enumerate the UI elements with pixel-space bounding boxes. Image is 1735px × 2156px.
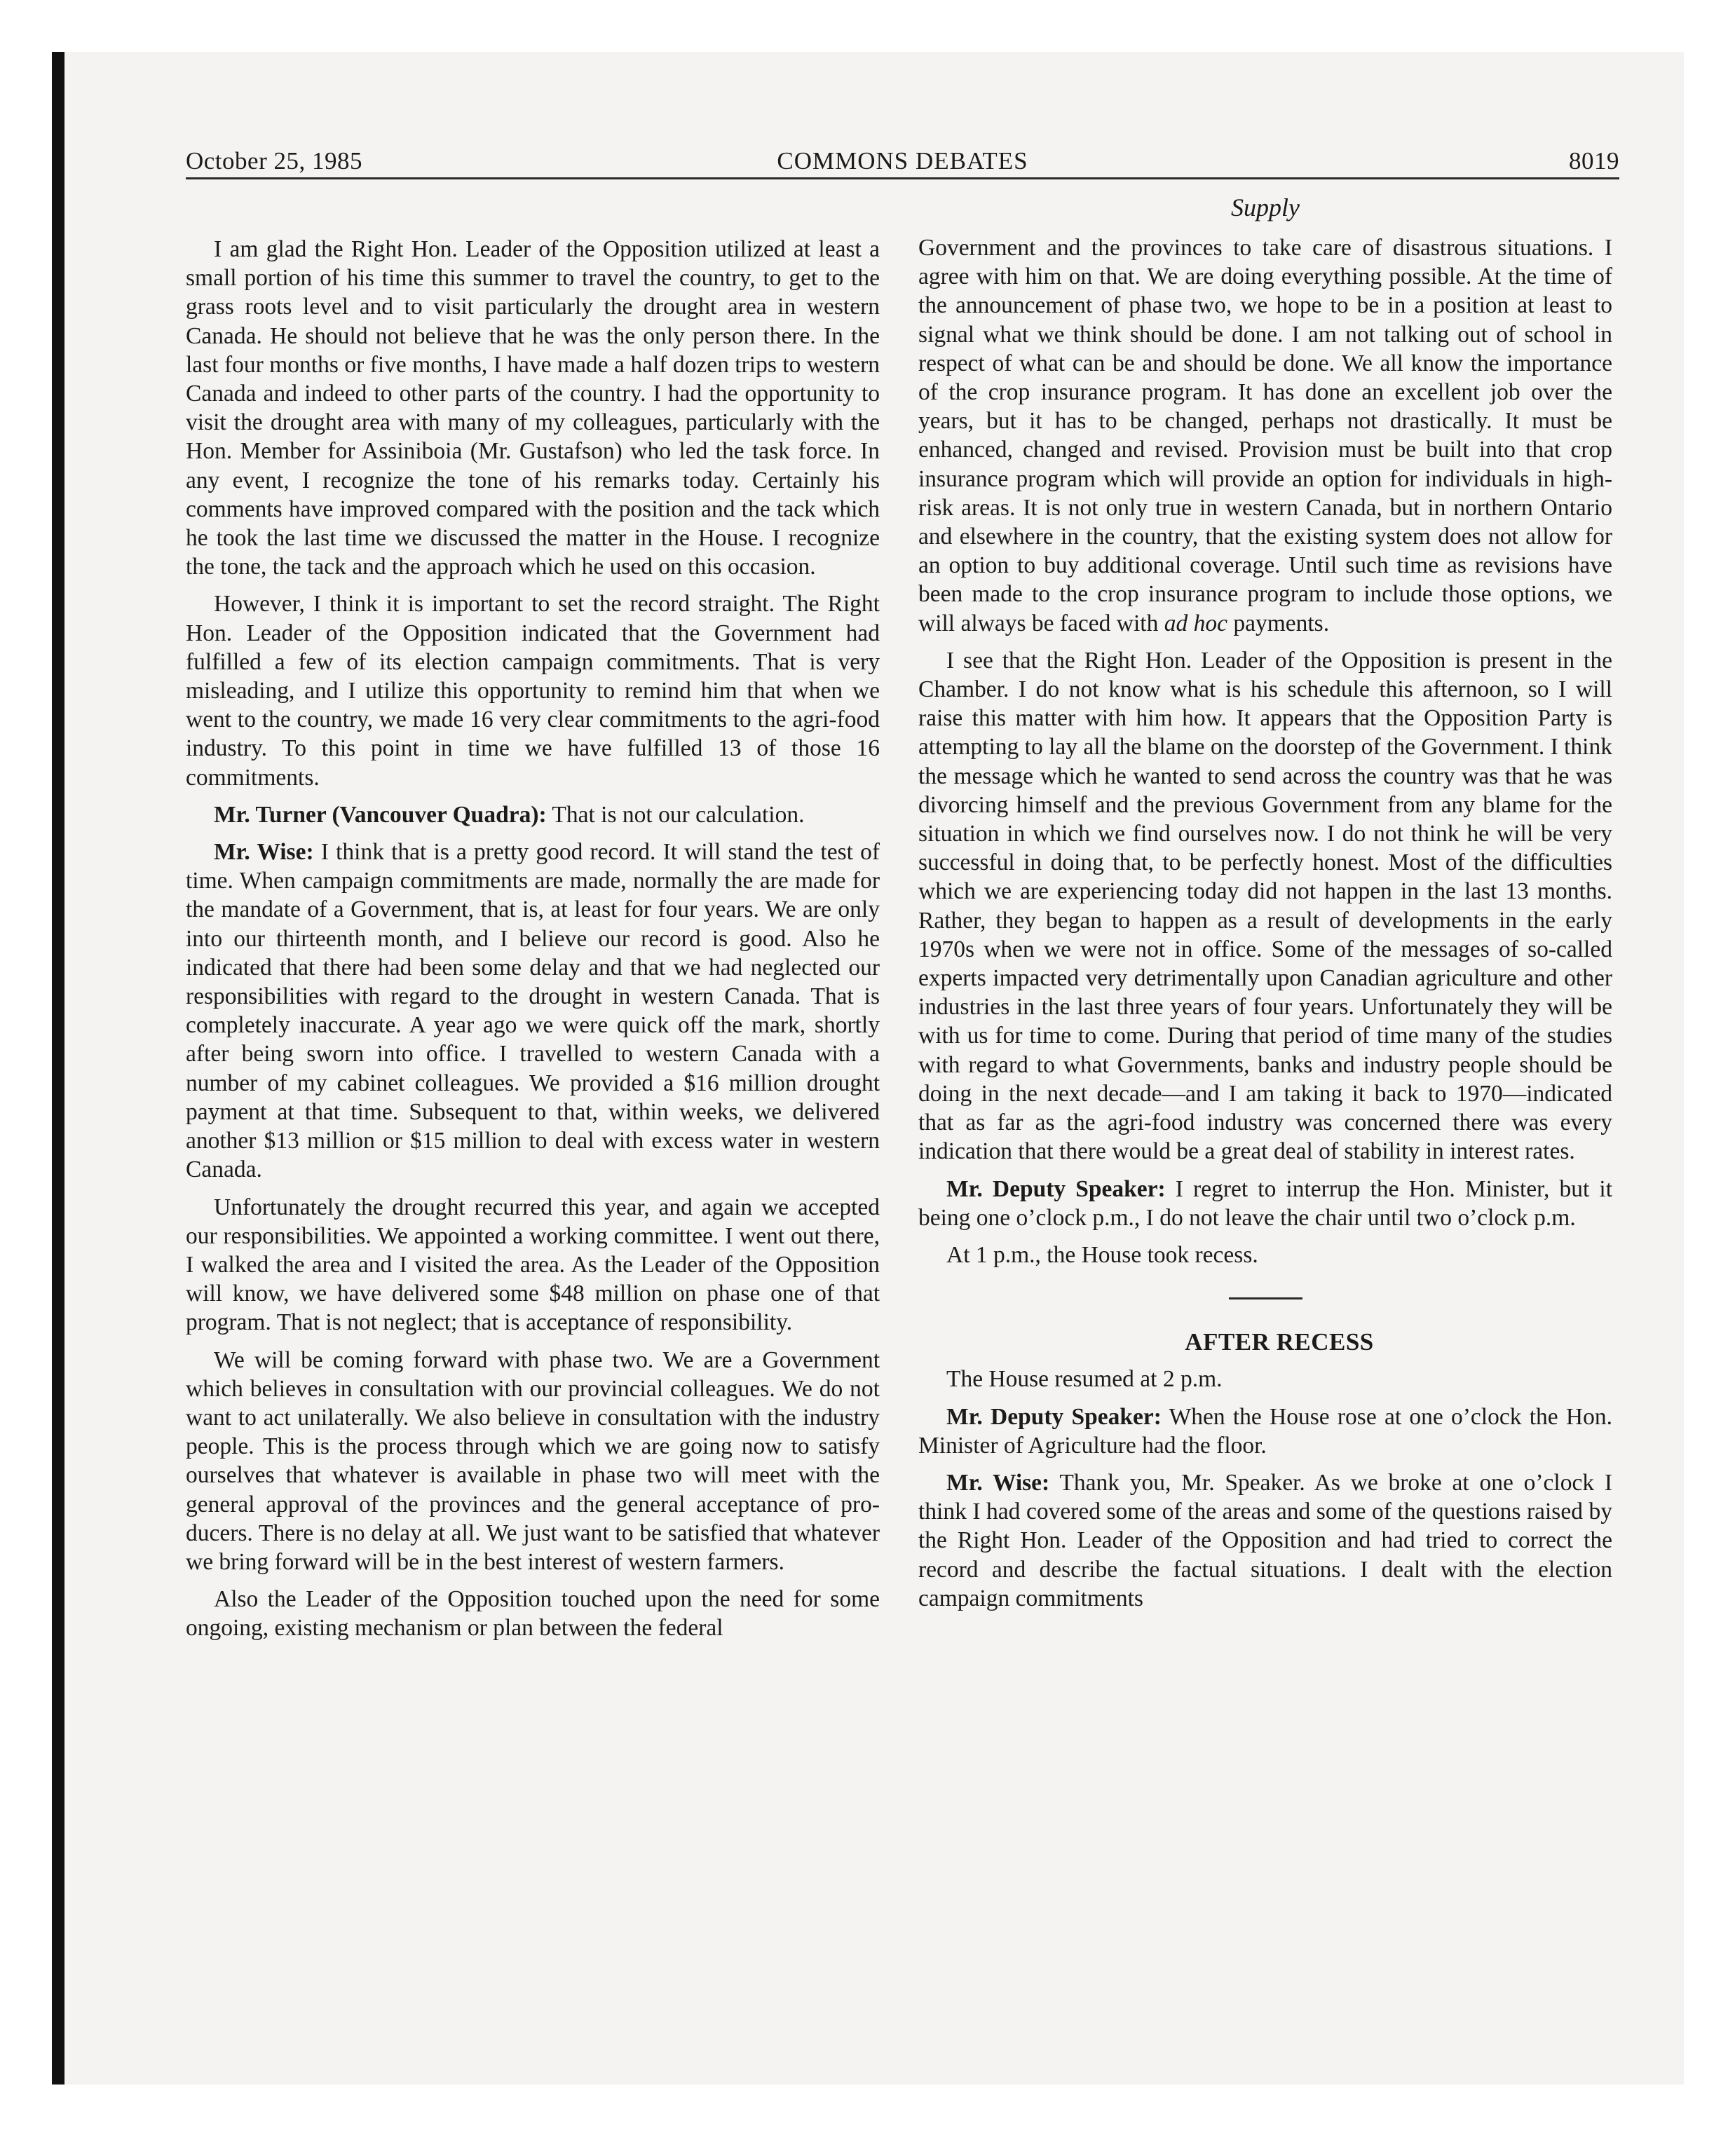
section-divider <box>1229 1297 1302 1299</box>
paragraph: I am glad the Right Hon. Leader of the Opposition utilized at least a small portion of his time this summer to travel the country, to get to the grass roots level and to visit particularly the drought area in western Canada. He should not believe that he was the only person there. In the last four months or five months, I have made a half dozen trips to western Canada and indeed to other parts of the country. I had the opportunity to visit the drought area with many of my colleagues, particularly with the Hon. Member for Assiniboia (Mr. Gustafson) who led the task force. In any event, I recognize the tone of his remarks today. Certainly his comments have improved compared with the position and the tack which he took the last time we discussed the matter in the House. I recognize the tone, the tack and the approach which he used on this occasion. <box>186 236 880 580</box>
speaker-name: Mr. Deputy Speaker: <box>946 1175 1166 1202</box>
paragraph: Unfortunately the drought recurred this year, and again we accepted our responsibilities. We appointed a working committee. I went out there, I walked the area and I visited the area. As the Leader of the Opposition will know, we have delivered some $48 million on phase one of that program. That is not neglect; that is acceptance of responsibility. <box>186 1194 880 1336</box>
header-title: COMMONS DEBATES <box>777 147 1028 175</box>
running-head: Supply <box>1231 193 1300 221</box>
scan-left-edge <box>52 52 64 2085</box>
speech <box>186 838 880 1184</box>
paragraph: The House resumed at 2 p.m. <box>946 1366 1223 1393</box>
header-rule <box>186 177 1619 179</box>
speaker-name: Mr. Wise: <box>214 839 314 866</box>
paragraph-text: payments. <box>1233 610 1330 636</box>
page-header <box>186 140 1619 182</box>
speech <box>918 1403 1612 1460</box>
speaker-name: Mr. Wise: <box>946 1469 1050 1496</box>
paragraph-text: Government and the provinces to take care of disastrous situations. I agree with him on that. We are doing everything possible. At the time of the announcement of phase two, we hope to be in a position at least to signal what we think should be done. I am not talking out of school in respect of what can be and should be done. We all know the importance of the crop insurance program. It has done an excellent job over the years, but it has to be changed, perhaps not drastically. It must be enhanced, changed and revised. Provision must be built into that crop insurance program which will provide an option for individuals in high-risk areas. It is not only true in western Canada, but in northern Ontario and elsewhere in the country, that the existing system does not allow for an option to buy additional coverage. Until such time as revisions have been made to the crop insurance program to include those options, we will always be faced with <box>918 235 1612 636</box>
right-column <box>918 233 1612 1923</box>
speech-text: I think that is a pretty good record. It will stand the test of time. When campaign commitments are made, normally the are made for the mandate of a Government, that is, at least for four years. We are only into our thirteenth month, and I believe our record is good. Also he indicated that there had been some delay and that we had neglected our responsibilities with regard to the drought in western Canada. That is completely inaccurate. A year ago we were quick off the mark, shortly after being sworn into office. I travelled to western Canada with a number of my cabinet colleagues. We provided a $16 million drought payment at that time. Subsequent to that, within weeks, we delivered another $13 million or $15 million to deal with excess water in western Canada. <box>186 839 880 1183</box>
paragraph: I see that the Right Hon. Leader of the Opposition is present in the Chamber. I do not know what is his schedule this afternoon, so I will raise this matter with him how. It appears that the Opposition Party is attempting to lay all the blame on the doorstep of the Government. I think the message which he wanted to send across the country was that he was divorcing himself and the previous Government from any blame for the situation in which we find ourselves now. I do not think he will be very successful in doing that, to be perfectly honest. Most of the difficulties which we are experiencing today did not happen in the last 13 months. Rather, they began to happen as a result of developments in the early 1970s when we were not in office. Some of the messages of so-called experts impacted very detrimentally upon Canadian agriculture and other industries in the last three years of four years. Unfortunately they will be with us for time to come. During that period of time many of the studies with regard to what Governments, banks and industry people should be doing in the next decade—and I am taking it back to 1970—indicated that as far as the agri-food industry was concerned there was every indication that there would be a great deal of stability in interest rates. <box>918 647 1612 1165</box>
speaker-name: Mr. Turner (Vancouver Quadra): <box>214 801 547 828</box>
paragraph <box>918 233 1612 638</box>
speech-text: That is not our calculation. <box>552 801 805 828</box>
italic-text: ad hoc <box>1164 610 1227 636</box>
speech-text: When the House rose at one o’clock the Hon. Minister of Agriculture had the floor. <box>918 1403 1612 1459</box>
paragraph: We will be coming forward with phase two. We are a Government which believes in consultation with our provincial colleagues. We do not want to act unilaterally. We also believe in consultation with the industry people. This is the process through which we are going now to satisfy ourselves that whatever is available in phase two will meet with the general approval of the provinces and the general acceptance of producers. There is no delay at all. We just want to be satisfied that whatever we bring forward will be in the best interest of western farmers. <box>186 1346 880 1575</box>
paragraph: At 1 p.m., the House took recess. <box>946 1241 1258 1268</box>
section-heading: AFTER RECESS <box>1185 1328 1374 1356</box>
speech-text: Thank you, Mr. Speaker. As we broke at one o’clock I think I had covered some of the areas and some of the questions raised by the Right Hon. Leader of the Opposition and had tried to correct the record and describe the factual situations. I dealt with the election campaign commitments <box>918 1469 1612 1611</box>
speech-text: I regret to interrup the Hon. Minister, but it being one o’clock p.m., I do not leave the chair until two o’clock p.m. <box>918 1175 1612 1231</box>
speech <box>186 800 880 829</box>
left-column <box>186 235 880 1924</box>
paragraph: Also the Leader of the Opposition touched upon the need for some ongoing, existing mechanism or plan between the federal <box>186 1586 880 1642</box>
header-page-number: 8019 <box>1569 147 1619 175</box>
speech <box>918 1175 1612 1232</box>
speech <box>918 1468 1612 1613</box>
paragraph: However, I think it is important to set the record straight. The Right Hon. Leader of the Opposition indicated that the Government had fulfilled a few of its election campaign commitments. That is very misleading, and I utilize this opportunity to remind him that when we went to the country, we made 16 very clear commitments to the agri-food industry. To this point in time we have fulfilled 13 of those 16 commitments. <box>186 591 880 791</box>
speaker-name: Mr. Deputy Speaker: <box>946 1403 1162 1430</box>
header-date: October 25, 1985 <box>186 147 362 175</box>
